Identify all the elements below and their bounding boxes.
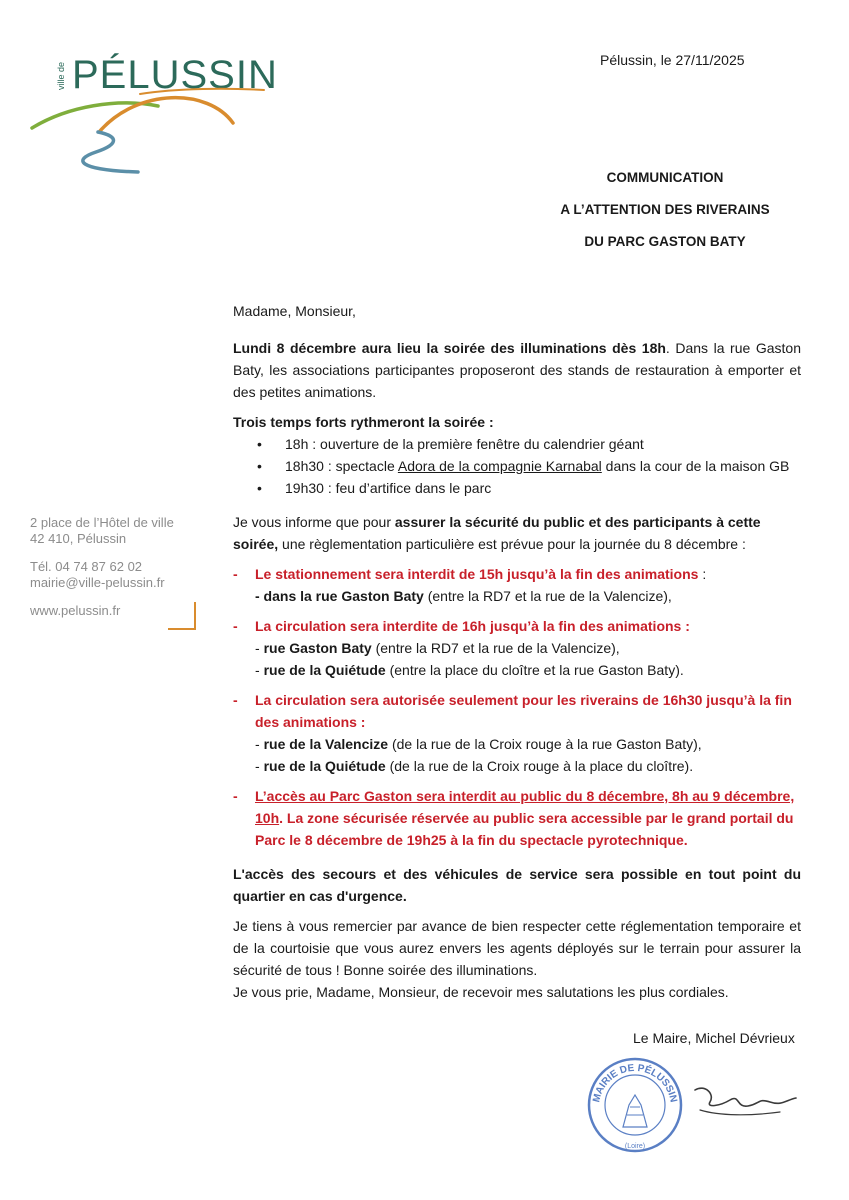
rule2-street1: rue Gaston Baty [263, 640, 372, 656]
rule3-l1-pre: - [255, 736, 264, 752]
info-paragraph [233, 511, 801, 555]
rule3-detail1: (de la rue de la Croix rouge à la rue Gaston Baty), [388, 736, 702, 752]
signature-line: Le Maire, Michel Dévrieux [633, 1030, 795, 1046]
rule-dash: - [233, 566, 238, 582]
corner-decoration [168, 602, 196, 630]
rule4-rest: . La zone sécurisée réservée au public sera accessible par le grand portail du Parc le 8 décembre de 19h25 à la fin du spectacle pyrotechnique. [255, 810, 794, 848]
rule3-title: La circulation sera autorisée seulement pour les riverains de 16h30 jusqu’à la fin des animations : [255, 692, 792, 730]
rule-traffic-banned [233, 615, 801, 681]
official-stamp [585, 1055, 685, 1155]
rule3-street2: rue de la Quiétude [263, 758, 386, 774]
title-line-3: DU PARC GASTON BATY [584, 234, 746, 249]
closing-line: Je vous prie, Madame, Monsieur, de recevoir mes salutations les plus cordiales. [233, 984, 729, 1000]
signature-scribble [690, 1080, 800, 1125]
rule2-street2: rue de la Quiétude [263, 662, 386, 678]
info-post: une règlementation particulière est prévue pour la journée du 8 décembre : [278, 536, 746, 552]
logo-name: PÉLUSSIN [72, 53, 278, 97]
date-line: Pélussin, le 27/11/2025 [600, 52, 745, 68]
intro-rest: . Dans la rue Gaston Baty, les associations participantes proposeront des stands de restauration à emporter et des petites animations. [233, 340, 801, 400]
rule-dash: - [233, 692, 238, 708]
website-link[interactable]: www.pelussin.fr [30, 603, 121, 618]
rule1-colon: : [698, 566, 707, 582]
address-line-2: 42 410, Pélussin [30, 531, 127, 546]
rule3-street1: rue de la Valencize [263, 736, 389, 752]
info-pre: Je vous informe que pour [233, 514, 395, 530]
rule1-street: - dans la rue Gaston Baty [255, 588, 424, 604]
rule-parking [233, 563, 801, 607]
rule2-title: La circulation sera interdite de 16h jusqu’à la fin des animations : [255, 618, 690, 634]
emergency-note: L'accès des secours et des véhicules de service sera possible en tout point du quartier en cas d'urgence. [233, 866, 801, 904]
title-line-1: COMMUNICATION [606, 170, 724, 185]
svg-text:MAIRIE DE PÉLUSSIN [591, 1063, 679, 1104]
stamp-text: MAIRIE DE PÉLUSSIN [591, 1062, 679, 1104]
rule2-detail1: (entre la RD7 et la rue de la Valencize), [371, 640, 620, 656]
rule1-title: Le stationnement sera interdit de 15h jusqu’à la fin des animations [255, 566, 699, 582]
rule-residents-only [233, 689, 801, 777]
rule1-detail: (entre la RD7 et la rue de la Valencize), [423, 588, 672, 604]
logo-graphic [28, 28, 278, 188]
document-title [480, 162, 849, 258]
rule2-l2-pre: - [255, 662, 264, 678]
show-link[interactable]: Adora de la compagnie Karnabal [397, 458, 602, 474]
list-item: • 19h30 : feu d’artifice dans le parc [257, 477, 801, 499]
letter-body [233, 300, 801, 1003]
email-address[interactable]: mairie@ville-pelussin.fr [30, 575, 165, 590]
rule4-underlined: L’accès au Parc Gaston sera interdit au public du 8 décembre, 8h au 9 décembre, 10h [255, 788, 795, 826]
thanks-paragraph: Je tiens à vous remercier par avance de bien respecter cette réglementation temporaire et de la courtoisie que vous aurez envers les agents déployés sur le terrain pour assurer la sécurité de tous ! Bonne soirée des illuminations. [233, 918, 801, 978]
stamp-region: (Loire) [624, 1143, 646, 1150]
list-item [257, 455, 801, 477]
list-item: • 18h : ouverture de la première fenêtre du calendrier géant [257, 433, 801, 455]
intro-paragraph [233, 337, 801, 403]
bullet2-pre: 18h30 : spectacle [285, 458, 398, 474]
highlights-heading: Trois temps forts rythmeront la soirée : [233, 414, 494, 430]
title-line-2: A L’ATTENTION DES RIVERAINS [560, 202, 770, 217]
phone-number: Tél. 04 74 87 62 02 [30, 559, 143, 574]
rule2-l1-pre: - [255, 640, 264, 656]
info-bold: assurer la sécurité du public et des participants à cette soirée, [233, 514, 761, 552]
address-line-1: 2 place de l’Hôtel de ville [30, 515, 174, 530]
salutation: Madame, Monsieur, [233, 303, 356, 319]
rule2-detail2: (entre la place du cloître et la rue Gaston Baty). [385, 662, 684, 678]
bullet2-post: dans la cour de la maison GB [601, 458, 790, 474]
city-logo [28, 28, 278, 188]
rule-dash: - [233, 788, 238, 804]
highlights-list [233, 433, 801, 499]
rule-park-access [233, 785, 801, 851]
logo-prefix: ville de [56, 61, 66, 90]
rule3-detail2: (de la rue de la Croix rouge à la place du cloître). [385, 758, 694, 774]
rule3-l2-pre: - [255, 758, 264, 774]
rule-dash: - [233, 618, 238, 634]
intro-bold: Lundi 8 décembre aura lieu la soirée des illuminations dès 18h [233, 340, 666, 356]
